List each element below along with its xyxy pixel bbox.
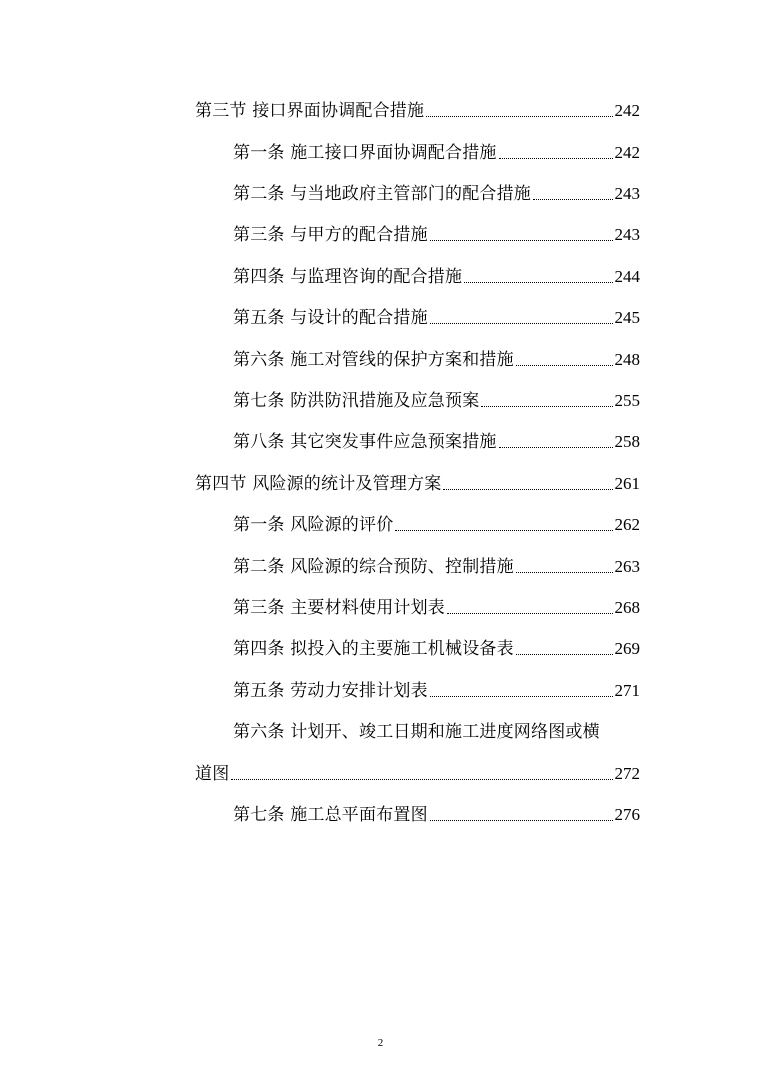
toc-entry-page: 263: [614, 557, 640, 576]
toc-entry[interactable]: [233, 506, 640, 536]
toc-dot-leader: [499, 446, 613, 448]
toc-entry[interactable]: [233, 299, 640, 329]
toc-entry-page: 271: [614, 681, 640, 700]
toc-entry[interactable]: [233, 258, 640, 288]
toc-entry-page: 245: [614, 308, 640, 327]
toc-entry-title: 第三条 主要材料使用计划表: [233, 598, 446, 618]
toc-entry[interactable]: [233, 382, 640, 412]
page-number: 2: [377, 1037, 384, 1049]
toc-entry-title: 第七条 防洪防汛措施及应急预案: [233, 391, 480, 411]
toc-entry-title: 第七条 施工总平面布置图: [233, 805, 428, 825]
toc-entry-page: 243: [614, 225, 640, 244]
toc-entry-section-4[interactable]: [195, 465, 640, 495]
toc-entry[interactable]: [233, 175, 640, 205]
toc-dot-leader: [430, 695, 613, 697]
toc-entry-title: 第一条 风险源的评价: [233, 515, 394, 535]
toc-entry-page: 242: [614, 143, 640, 162]
toc-dot-leader: [516, 364, 613, 366]
toc-dot-leader: [443, 488, 612, 490]
toc-entry-page: 255: [614, 391, 640, 410]
toc-dot-leader: [395, 529, 612, 531]
toc-entry-title: 第三节 接口界面协调配合措施: [195, 101, 425, 121]
toc-entry[interactable]: [233, 548, 640, 578]
toc-entry-title: 第二条 风险源的综合预防、控制措施: [233, 557, 514, 577]
toc-entry[interactable]: [233, 423, 640, 453]
toc-entry[interactable]: [233, 134, 640, 164]
toc-dot-leader: [516, 653, 613, 655]
toc-entry-page: 261: [614, 474, 640, 493]
toc-entry-wrapped-first-line[interactable]: [233, 713, 640, 743]
toc-dot-leader: [481, 405, 612, 407]
toc-entry[interactable]: [233, 672, 640, 702]
toc-entry-title: 第三条 与甲方的配合措施: [233, 225, 428, 245]
toc-entry-page: 262: [614, 515, 640, 534]
toc-entry[interactable]: [233, 796, 640, 826]
toc-dot-leader: [426, 115, 612, 117]
toc-dot-leader: [430, 322, 613, 324]
toc-entry-page: 242: [614, 101, 640, 120]
toc-entry-title: 第四条 与监理咨询的配合措施: [233, 267, 463, 287]
toc-dot-leader: [430, 239, 613, 241]
toc-entry-page: 272: [614, 764, 640, 783]
toc-entry[interactable]: [233, 216, 640, 246]
toc-entry-title: 第四条 拟投入的主要施工机械设备表: [233, 639, 514, 659]
toc-entry-page: 243: [614, 184, 640, 203]
toc-entry-title: 第四节 风险源的统计及管理方案: [195, 474, 442, 494]
toc-dot-leader: [430, 819, 613, 821]
toc-entry-title: 第五条 劳动力安排计划表: [233, 681, 428, 701]
toc-entry-title: 第一条 施工接口界面协调配合措施: [233, 143, 497, 163]
toc-dot-leader: [533, 198, 612, 200]
toc-entry-title: 第二条 与当地政府主管部门的配合措施: [233, 184, 532, 204]
toc-entry-section-3[interactable]: [195, 92, 640, 122]
toc-entry-page: 276: [614, 805, 640, 824]
toc-entry-page: 268: [614, 598, 640, 617]
toc-entry-title: 第五条 与设计的配合措施: [233, 308, 428, 328]
toc-dot-leader: [464, 281, 612, 283]
toc-entry-title: 第六条 计划开、竣工日期和施工进度网络图或横: [233, 722, 600, 742]
toc-dot-leader: [447, 612, 612, 614]
toc-dot-leader: [231, 778, 612, 780]
toc-dot-leader: [499, 157, 613, 159]
toc-entry-page: 258: [614, 432, 640, 451]
toc-dot-leader: [516, 571, 613, 573]
toc-entry-title: 第六条 施工对管线的保护方案和措施: [233, 350, 514, 370]
toc-entry-page: 248: [614, 350, 640, 369]
toc-entry[interactable]: [233, 341, 640, 371]
toc-entry-page: 269: [614, 639, 640, 658]
toc-entry-wrapped-second-line[interactable]: [195, 755, 640, 785]
toc-entry-title: 第八条 其它突发事件应急预案措施: [233, 432, 497, 452]
toc-entry[interactable]: [233, 589, 640, 619]
toc-entry-page: 244: [614, 267, 640, 286]
toc-entry[interactable]: [233, 630, 640, 660]
toc-entry-title-continued: 道图: [195, 764, 230, 784]
